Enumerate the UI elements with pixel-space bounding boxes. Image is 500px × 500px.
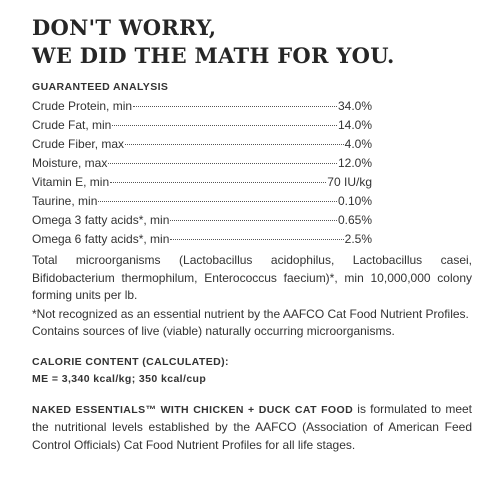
aafco-statement-text: is formulated to meet the nutritional levels established by the AAFCO (Association of American Feed Control Officials) Cat Food Nutrient Profiles for all life stages. xyxy=(32,401,472,452)
analysis-row-omega-6 xyxy=(32,230,372,249)
leader-dots xyxy=(170,219,337,221)
analysis-label: Crude Fiber, max xyxy=(32,137,125,151)
analysis-value: 4.0% xyxy=(344,137,372,151)
analysis-label: Taurine, min xyxy=(32,194,98,208)
analysis-row-omega-3 xyxy=(32,211,372,230)
nutrition-panel xyxy=(32,14,472,454)
guaranteed-analysis-table xyxy=(32,97,372,249)
headline-line-2: WE DID THE MATH FOR YOU. xyxy=(32,43,395,68)
contains-note: Contains sources of live (viable) naturally occurring microorganisms. xyxy=(32,324,395,338)
leader-dots xyxy=(133,105,337,107)
analysis-value: 14.0% xyxy=(337,118,372,132)
leader-dots xyxy=(170,238,343,240)
guaranteed-analysis-heading: GUARANTEED ANALYSIS xyxy=(32,81,169,93)
analysis-row-vitamin-e xyxy=(32,173,372,192)
headline xyxy=(32,14,472,70)
analysis-label: Crude Fat, min xyxy=(32,118,112,132)
analysis-value: 12.0% xyxy=(337,156,372,170)
analysis-row-crude-fat xyxy=(32,116,372,135)
analysis-row-taurine xyxy=(32,192,372,211)
analysis-value: 70 IU/kg xyxy=(327,175,372,189)
headline-line-1: DON'T WORRY, xyxy=(32,15,217,40)
analysis-value: 2.5% xyxy=(344,232,372,246)
aafco-statement xyxy=(32,401,472,455)
leader-dots xyxy=(108,162,337,164)
analysis-label: Omega 3 fatty acids*, min xyxy=(32,213,170,227)
analysis-label: Omega 6 fatty acids*, min xyxy=(32,232,170,246)
calorie-content-heading: CALORIE CONTENT (CALCULATED): xyxy=(32,355,229,368)
analysis-row-crude-protein xyxy=(32,97,372,116)
leader-dots xyxy=(110,181,326,183)
microorganisms-text: Total microorganisms (Lactobacillus acidophilus, Lactobacillus casei, Bifidobacterium thermophilum, Enterococcus faecium)*, min 10,000,000 colony forming units per lb. xyxy=(32,253,472,302)
leader-dots xyxy=(112,124,337,126)
leader-dots xyxy=(125,143,344,145)
analysis-row-moisture xyxy=(32,154,372,173)
analysis-row-crude-fiber xyxy=(32,135,372,154)
analysis-label: Crude Protein, min xyxy=(32,99,133,113)
analysis-value: 0.65% xyxy=(337,213,372,227)
not-recognized-note: *Not recognized as an essential nutrient by the AAFCO Cat Food Nutrient Profiles. xyxy=(32,306,469,321)
analysis-label: Vitamin E, min xyxy=(32,175,110,189)
product-name: NAKED ESSENTIALS™ WITH CHICKEN + DUCK CAT FOOD xyxy=(32,403,354,416)
analysis-value: 0.10% xyxy=(337,194,372,208)
calorie-content-value: ME = 3,340 kcal/kg; 350 kcal/cup xyxy=(32,372,207,385)
analysis-label: Moisture, max xyxy=(32,156,108,170)
leader-dots xyxy=(98,200,337,202)
analysis-value: 34.0% xyxy=(337,99,372,113)
